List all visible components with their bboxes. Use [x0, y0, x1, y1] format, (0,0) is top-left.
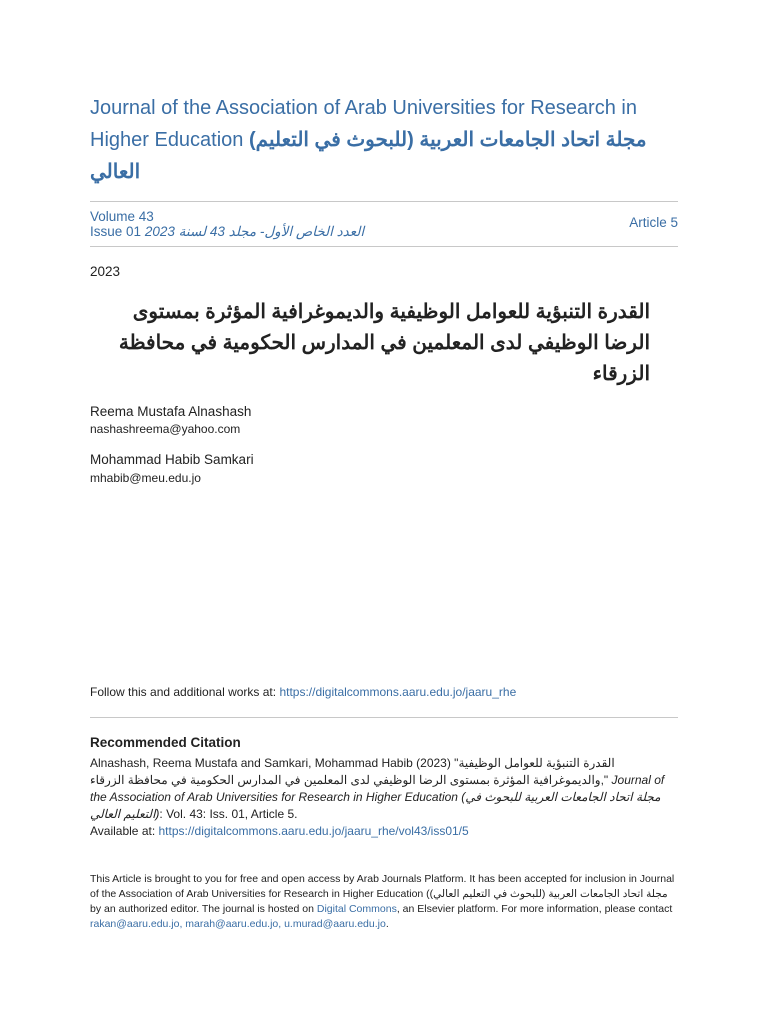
- citation-text: [90, 755, 680, 840]
- divider-citation: [90, 717, 678, 718]
- volume-link[interactable]: Volume 43: [90, 209, 154, 224]
- author-name: Mohammad Habib Samkari: [90, 452, 254, 467]
- issue-link[interactable]: Issue 01: [90, 224, 142, 239]
- journal-title-ar[interactable]: (مجلة اتحاد الجامعات العربية (للبحوث في التعليم العالي: [90, 129, 647, 183]
- access-notice: [90, 872, 680, 932]
- follow-link[interactable]: https://digitalcommons.aaru.edu.jo/jaaru_rhe: [279, 685, 517, 699]
- follow-text: Follow this and additional works at:: [90, 685, 280, 699]
- journal-title[interactable]: [90, 92, 680, 188]
- citation-volume: : Vol. 43: Iss. 01, Article 5.: [159, 807, 298, 821]
- article-title: القدرة التنبؤية للعوامل الوظيفية والديموغرافية المؤثرة بمستوى الرضا الوظيفي لدى المعلمين في المدارس الحكومية في محافظة الزرقاء: [118, 301, 650, 385]
- available-at-label: Available at:: [90, 824, 159, 838]
- issue-ar-link[interactable]: العدد الخاص الأول- مجلد 43 لسنة 2023: [144, 224, 365, 239]
- contact-emails-link[interactable]: rakan@aaru.edu.jo, marah@aaru.edu.jo, u.murad@aaru.edu.jo: [90, 918, 386, 930]
- issue-info: [90, 209, 678, 239]
- follow-line: [90, 685, 516, 699]
- author-email: mhabib@meu.edu.jo: [90, 471, 201, 485]
- divider-issue: [90, 246, 678, 247]
- citation-separator: ,": [600, 773, 612, 787]
- divider-top: [90, 201, 678, 202]
- publication-year: 2023: [90, 264, 121, 279]
- available-at-link[interactable]: https://digitalcommons.aaru.edu.jo/jaaru_rhe/vol43/iss01/5: [158, 824, 469, 838]
- notice-text-2: , an Elsevier platform. For more information, please contact: [396, 903, 673, 915]
- citation-journal: Journal of the Association of Arab Universities for Research in Higher Education (مجلة اتحاد الجامعات العربية للبحوث في التعليم العالي): [90, 773, 665, 821]
- author-name: Reema Mustafa Alnashash: [90, 404, 252, 419]
- citation-authors: Alnashash, Reema Mustafa and Samkari, Mohammad Habib (2023) ": [90, 756, 459, 770]
- recommended-citation-heading: Recommended Citation: [90, 735, 241, 750]
- digital-commons-link[interactable]: Digital Commons: [316, 903, 397, 915]
- citation-article-title: القدرة التنبؤية للعوامل الوظيفية والديموغرافية المؤثرة بمستوى الرضا الوظيفي لدى المعلمين في المدارس الحكومية في محافظة الزرقاء: [90, 756, 615, 787]
- notice-period: .: [385, 918, 389, 930]
- article-number-link[interactable]: Article 5: [629, 215, 678, 230]
- notice-text-1: This Article is brought to you for free and open access by Arab Journals Platform. It has been accepted for inclusion in Journal of the Association of Arab Universities for Research in Higher Education (مجلة اتحاد الجامعات العربية (للبحوث في التعليم العالي) by an authorized editor. The journal is hosted on: [90, 873, 675, 915]
- journal-title-en[interactable]: Journal of the Association of Arab Universities for Research in Higher Education: [90, 97, 637, 151]
- author-email: nashashreema@yahoo.com: [90, 422, 241, 436]
